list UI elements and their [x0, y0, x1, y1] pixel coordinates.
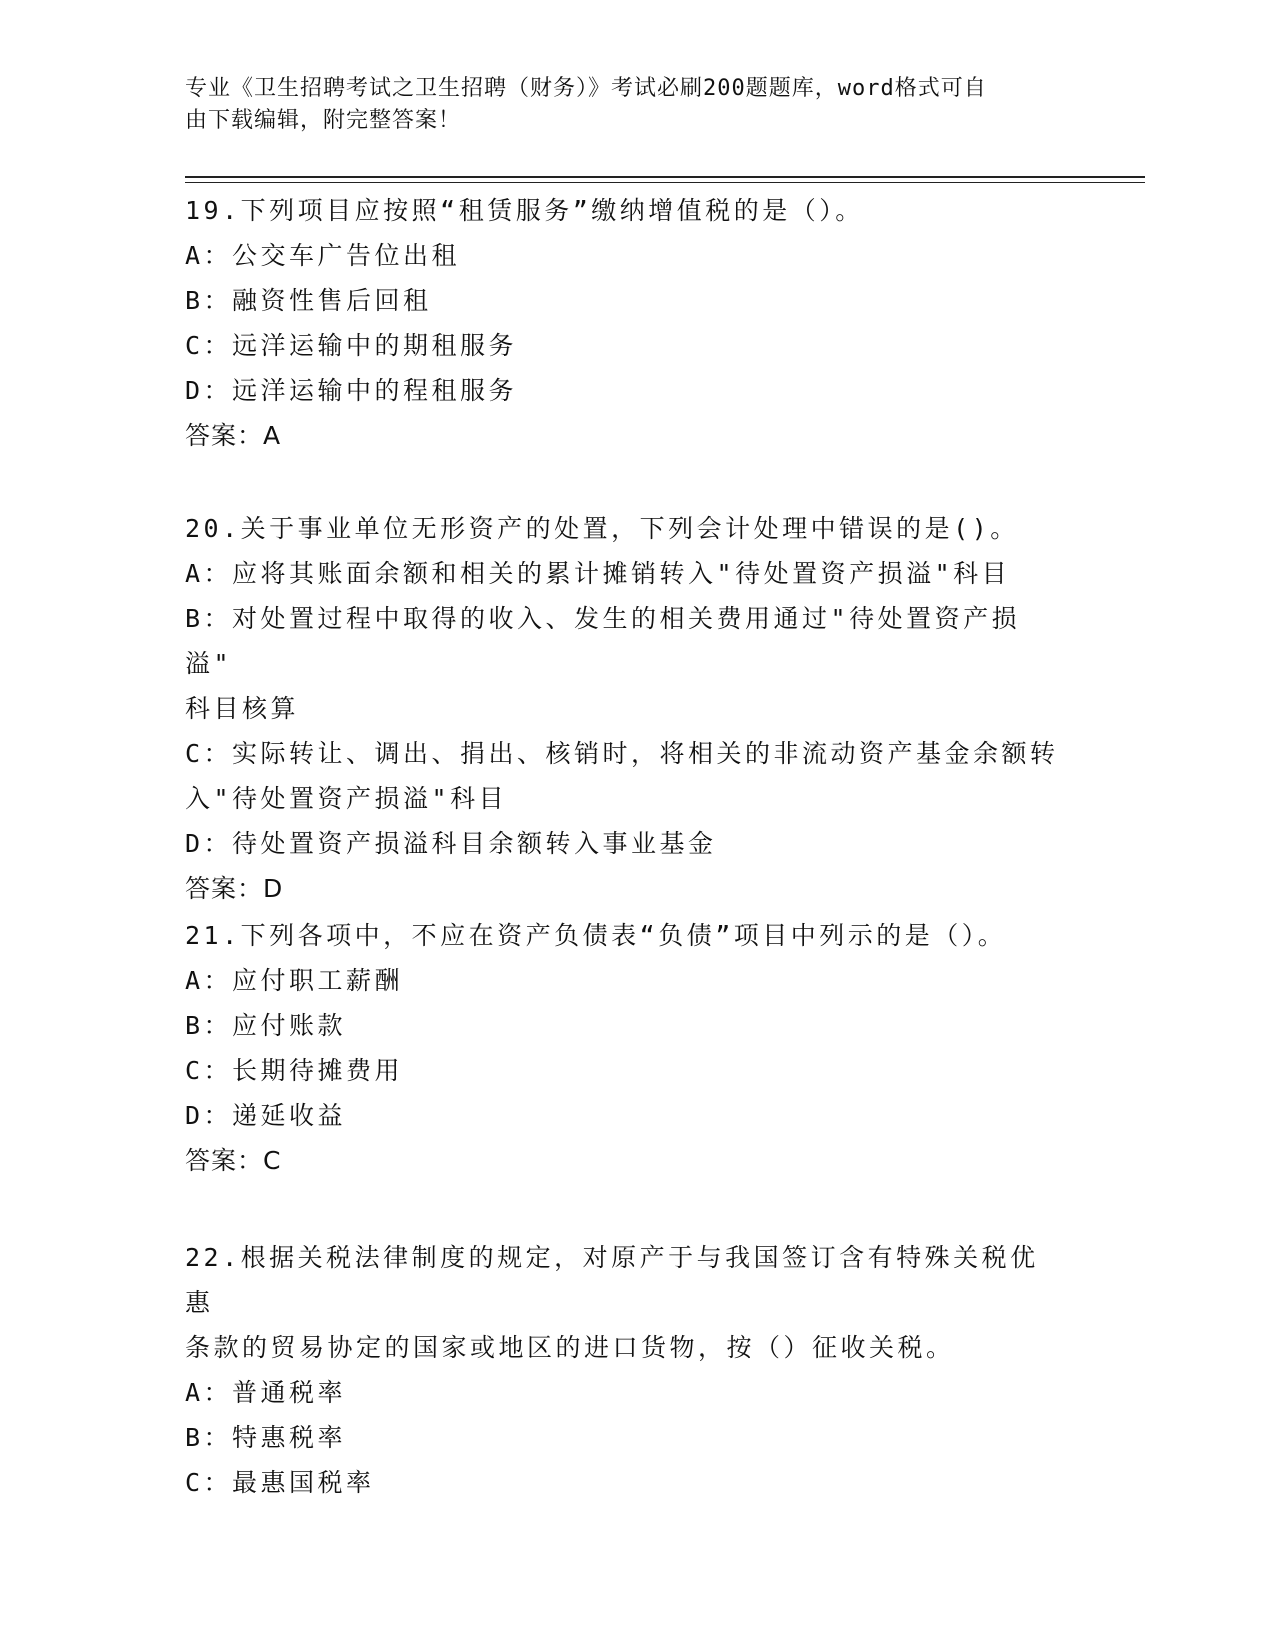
answer: 答案：C [185, 1146, 282, 1175]
option-c: C：最惠国税率 [185, 1468, 375, 1497]
question-stem: 21.下列各项中，不应在资产负债表“负债”项目中列示的是（）。 [185, 921, 1007, 950]
option-a: A：公交车广告位出租 [185, 241, 461, 270]
question-21 [185, 913, 1065, 1183]
option-a: A：应付职工薪酬 [185, 966, 404, 995]
header-divider [185, 176, 1145, 178]
option-d: D：待处置资产损溢科目余额转入事业基金 [185, 829, 717, 858]
option-c: C：远洋运输中的期租服务 [185, 331, 518, 360]
question-stem: 19.下列项目应按照“租赁服务”缴纳增值税的是（）。 [185, 196, 864, 225]
answer: 答案：D [185, 874, 284, 903]
option-c-continued: 入"待处置资产损溢"科目 [185, 784, 508, 813]
option-d: D：递延收益 [185, 1101, 347, 1130]
option-b: B：特惠税率 [185, 1423, 347, 1452]
question-stem: 20.关于事业单位无形资产的处置，下列会计处理中错误的是()。 [185, 514, 1019, 543]
option-c: C：实际转让、调出、捐出、核销时，将相关的非流动资产基金余额转 [185, 739, 1059, 768]
header-line-2: 由下载编辑，附完整答案！ [185, 108, 462, 133]
question-22 [185, 1235, 1065, 1505]
header-divider-thin [185, 182, 1145, 183]
option-b: B：应付账款 [185, 1011, 347, 1040]
answer: 答案：A [185, 421, 282, 450]
option-d: D：远洋运输中的程租服务 [185, 376, 518, 405]
question-19 [185, 188, 1065, 458]
header-line-1: 专业《卫生招聘考试之卫生招聘（财务）》考试必刷200题题库，word格式可自 [185, 76, 987, 101]
option-a: A：应将其账面余额和相关的累计摊销转入"待处置资产损溢"科目 [185, 559, 1011, 588]
option-b: B：对处置过程中取得的收入、发生的相关费用通过"待处置资产损溢" [185, 604, 1021, 678]
question-stem: 22.根据关税法律制度的规定，对原产于与我国签订含有特殊关税优惠 [185, 1243, 1039, 1317]
option-b: B：融资性售后回租 [185, 286, 432, 315]
question-20 [185, 506, 1065, 911]
option-c: C：长期待摊费用 [185, 1056, 404, 1085]
option-a: A：普通税率 [185, 1378, 347, 1407]
option-b-continued: 科目核算 [185, 694, 300, 723]
document-header [185, 73, 1065, 137]
question-stem-continued: 条款的贸易协定的国家或地区的进口货物，按（）征收关税。 [185, 1333, 955, 1362]
